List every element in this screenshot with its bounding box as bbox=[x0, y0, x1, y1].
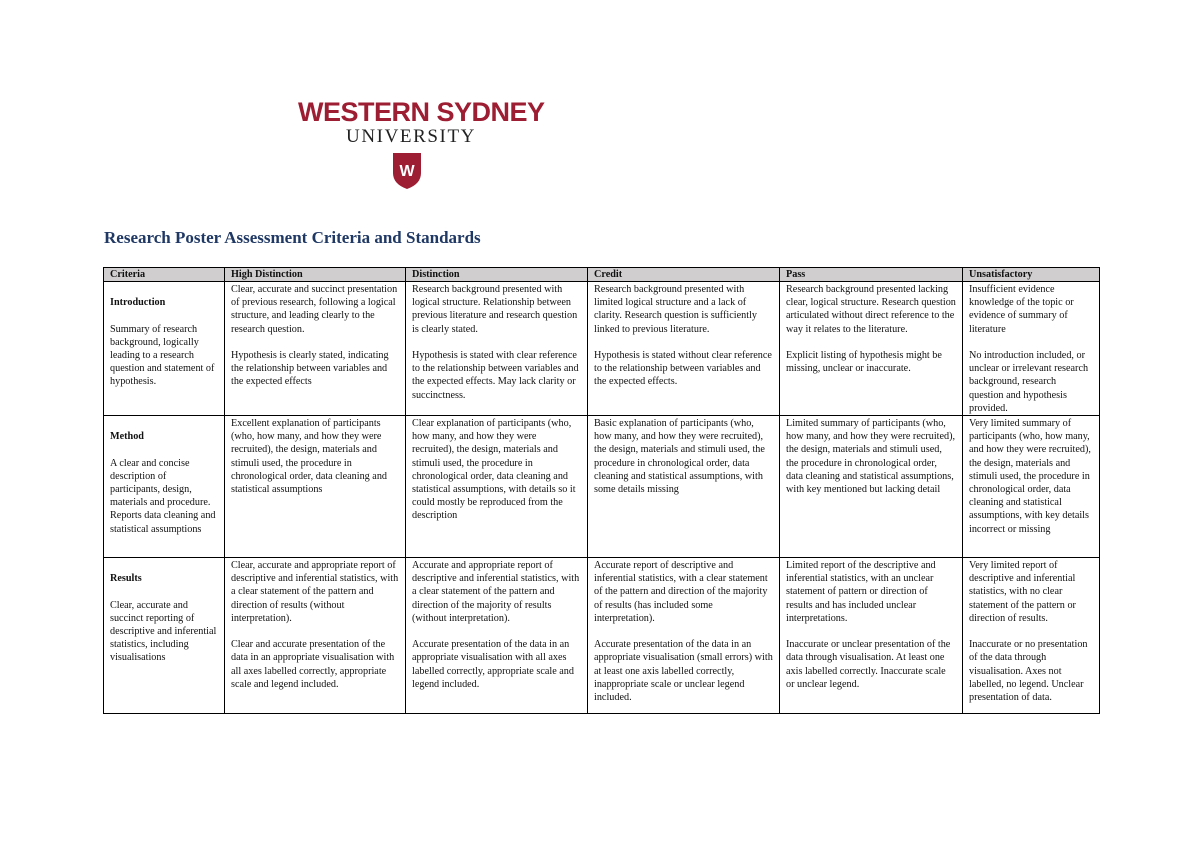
standard-cell-unsatisfactory: Very limited summary of participants (who, how many, and how they were recruited), the design, materials and stimuli used, the procedure in chronological order, data cleaning and statistical assumptions, with key details incorrect or missing bbox=[963, 416, 1100, 558]
document-title: Research Poster Assessment Criteria and Standards bbox=[104, 228, 481, 247]
university-crest-icon bbox=[392, 153, 422, 189]
table-row bbox=[104, 282, 1100, 416]
table-row bbox=[104, 416, 1100, 558]
criterion-description: Summary of research background, logically leading to a research question and statement of hypothesis. bbox=[110, 323, 215, 388]
column-header-distinction: Distinction bbox=[406, 268, 588, 282]
logo-wordmark-line1: WESTERN SYDNEY bbox=[298, 97, 545, 127]
criterion-cell bbox=[104, 282, 225, 416]
standard-cell-pass: Limited summary of participants (who, how many, and how they were recruited), the design, materials and stimuli used, the procedure in chronological order, data cleaning and statistical assumptions, with key mentioned but lacking detail bbox=[780, 416, 963, 558]
standard-cell-pass: Research background presented lacking clear, logical structure. Research question articulated without direct reference to the way it relates to the literature. Explicit listing of hypothesis might be missing, unclear or inaccurate. bbox=[780, 282, 963, 416]
standard-cell-unsatisfactory: Very limited report of descriptive and inferential statistics, with no clear statement of the pattern or direction of results. Inaccurate or no presentation of the data through visualisation. Axes not labelled, no legend. Unclear presentation of data. bbox=[963, 558, 1100, 714]
university-logo bbox=[298, 97, 545, 148]
table-header-row bbox=[104, 268, 1100, 282]
standard-cell-pass: Limited report of the descriptive and inferential statistics, with an unclear statement of pattern or direction of results and has included unclear interpretations. Inaccurate or unclear presentation of the data through visualisation. At least one axis labelled correctly. Inaccurate scale or unclear legend. bbox=[780, 558, 963, 714]
standard-cell-credit: Basic explanation of participants (who, how many, and how they were recruited), the design, materials and stimuli used, the procedure in chronological order, data cleaning and statistical assumptions, with some details missing bbox=[588, 416, 780, 558]
assessment-rubric-table bbox=[103, 267, 1100, 714]
criterion-name: Results bbox=[110, 573, 142, 585]
criterion-description: A clear and concise description of participants, design, materials and procedure. Reports data cleaning and statistical assumptions bbox=[110, 457, 216, 535]
criterion-name: Introduction bbox=[110, 297, 166, 309]
criterion-name: Method bbox=[110, 431, 144, 443]
column-header-pass: Pass bbox=[780, 268, 963, 282]
standard-cell-high-distinction: Clear, accurate and appropriate report of descriptive and inferential statistics, with a clear statement of the pattern and direction of results (without interpretation). Clear and accurate presentation of the data in an appropriate visualisation with all axes labelled correctly, appropriate scale and legend included. bbox=[225, 558, 406, 714]
standard-cell-high-distinction: Clear, accurate and succinct presentation of previous research, following a logical structure, and leading clearly to the research question. Hypothesis is clearly stated, indicating the relationship between variables and the expected effects bbox=[225, 282, 406, 416]
column-header-credit: Credit bbox=[588, 268, 780, 282]
standard-cell-distinction: Clear explanation of participants (who, how many, and how they were recruited), the design, materials and stimuli used, the procedure in chronological order, data cleaning and statistical assumptions, with details so it could mostly be reproduced from the description bbox=[406, 416, 588, 558]
criterion-description: Clear, accurate and succinct reporting of descriptive and inferential statistics, including visualisations bbox=[110, 599, 217, 664]
standard-cell-high-distinction: Excellent explanation of participants (who, how many, and how they were recruited), the design, materials and stimuli used, the procedure in chronological order, data cleaning and statistical assumptions bbox=[225, 416, 406, 558]
standard-cell-distinction: Accurate and appropriate report of descriptive and inferential statistics, with a clear statement of the pattern and direction of the majority of results (without interpretation). Accurate presentation of the data in an appropriate visualisation with all axes labelled correctly, appropriate scale and legend included. bbox=[406, 558, 588, 714]
standard-cell-distinction: Research background presented with logical structure. Relationship between previous literature and research question is clearly stated. Hypothesis is stated with clear reference to the relationship between variables and the expected effects. May lack clarity or succinctness. bbox=[406, 282, 588, 416]
criterion-cell bbox=[104, 416, 225, 558]
standard-cell-credit: Research background presented with limited logical structure and a lack of clarity. Research question is sufficiently linked to previous literature. Hypothesis is stated without clear reference to the relationship between variables and the expected effects. bbox=[588, 282, 780, 416]
table-row bbox=[104, 558, 1100, 714]
crest-letter: W bbox=[399, 163, 415, 180]
column-header-high-distinction: High Distinction bbox=[225, 268, 406, 282]
standard-cell-unsatisfactory: Insufficient evidence knowledge of the topic or evidence of summary of literature No introduction included, or unclear or irrelevant research background, research question and hypothesis provided. bbox=[963, 282, 1100, 416]
column-header-unsatisfactory: Unsatisfactory bbox=[963, 268, 1100, 282]
criterion-cell bbox=[104, 558, 225, 714]
logo-wordmark-line2: UNIVERSITY bbox=[346, 126, 476, 147]
column-header-criteria: Criteria bbox=[104, 268, 225, 282]
standard-cell-credit: Accurate report of descriptive and inferential statistics, with a clear statement of the pattern and direction of the majority of results (has included some interpretation). Accurate presentation of the data in an appropriate visualisation (small errors) with at least one axis labelled correctly, inappropriate scale or unclear legend included. bbox=[588, 558, 780, 714]
